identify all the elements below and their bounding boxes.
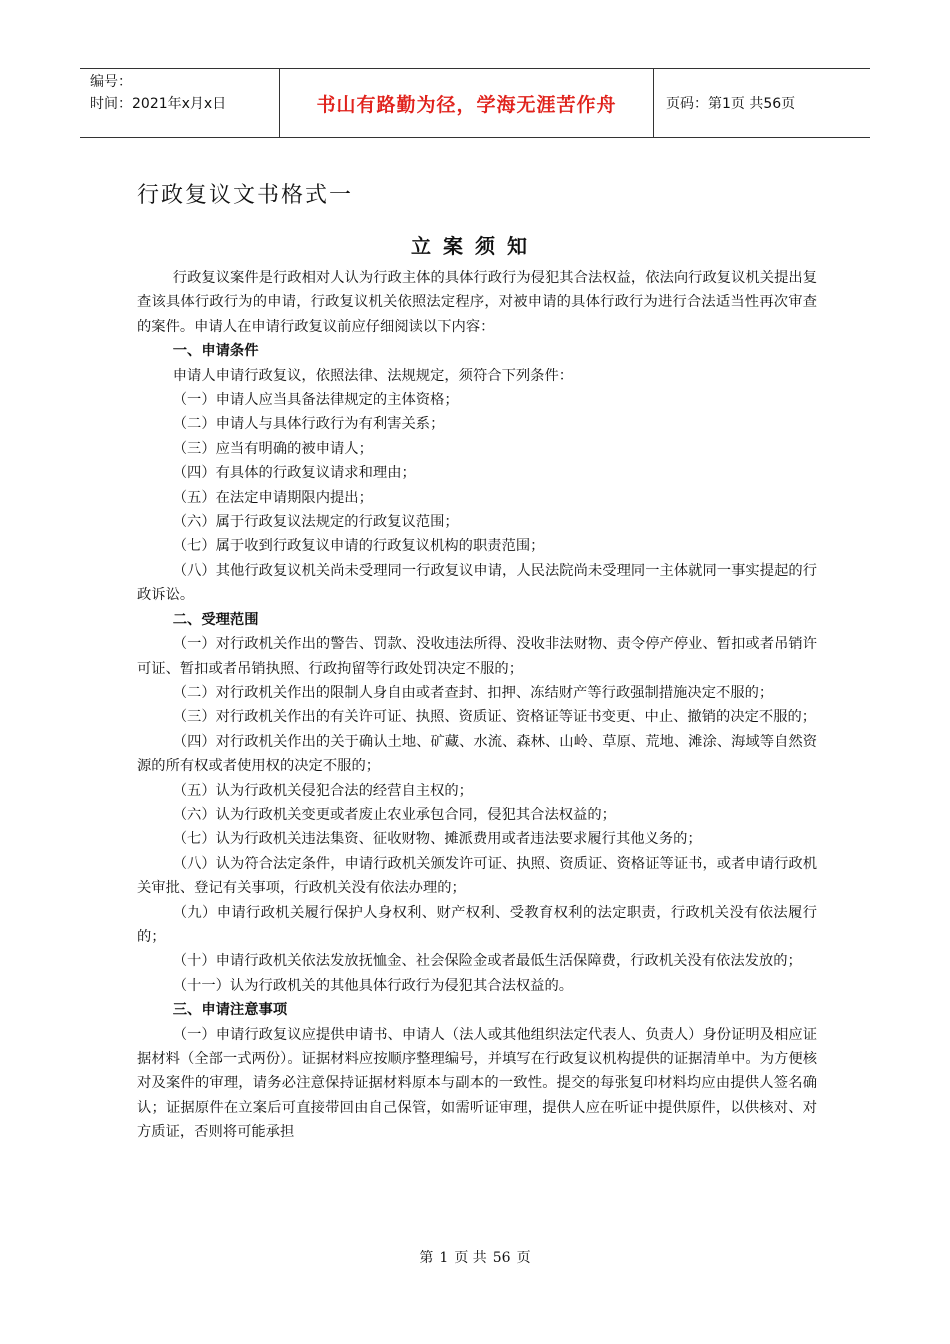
paragraph: （五）在法定申请期限内提出； bbox=[172, 489, 373, 506]
footer-page-number: 1 bbox=[439, 1250, 449, 1266]
paragraph: （七）属于收到行政复议申请的行政复议机构的职责范围； bbox=[172, 538, 545, 555]
header-motto-cell bbox=[280, 69, 654, 137]
footer-suffix: 页 bbox=[516, 1250, 531, 1266]
motto-text: 书山有路勤为径，学海无涯苦作舟 bbox=[316, 93, 617, 116]
section-heading: 一、申请条件 bbox=[172, 343, 259, 360]
section-heading: 二、受理范围 bbox=[172, 611, 259, 628]
header-meta bbox=[80, 69, 280, 137]
number-label: 编号： bbox=[90, 74, 132, 90]
paragraph: 行政复议案件是行政相对人认为行政主体的具体行政行为侵犯其合法权益，依法向行政复议机关提出复查该具体行政行为的申请，行政复议机关依照法定程序，对被申请的具体行政行为进行合法适当性再次审查的案件。申请人在申请行政复议前应仔细阅读以下内容： bbox=[137, 270, 817, 335]
paragraph: （一）对行政机关作出的警告、罚款、没收违法所得、没收非法财物、责令停产停业、暂扣或者吊销许可证、暂扣或者吊销执照、行政拘留等行政处罚决定不服的； bbox=[137, 636, 817, 677]
paragraph: 申请人申请行政复议，依照法律、法规规定，须符合下列条件： bbox=[172, 367, 574, 384]
page-info: 页码：第1页 共56页 bbox=[666, 96, 796, 112]
paragraph: （三）对行政机关作出的有关许可证、执照、资质证、资格证等证书变更、中止、撤销的决定不服的； bbox=[172, 709, 817, 726]
footer-mid: 页 共 bbox=[454, 1250, 487, 1266]
document-header bbox=[80, 68, 870, 138]
paragraph: （一）申请行政复议应提供申请书、申请人（法人或其他组织法定代表人、负责人）身份证明及相应证据材料（全部一式两份）。证据材料应按顺序整理编号，并填写在行政复议机构提供的证据清单中。为方便核对及案件的审理，请务必注意保持证据材料原本与副本的一致性。提交的每张复印材料均应由提供人签名确认；证据原件在立案后可直接带回由自己保管，如需听证审理，提供人应在听证中提供原件，以供核对、对方质证，否则将可能承担 bbox=[137, 1026, 817, 1141]
paragraph: （二）对行政机关作出的限制人身自由或者查封、扣押、冻结财产等行政强制措施决定不服的； bbox=[172, 684, 774, 701]
paragraph: （四）对行政机关作出的关于确认土地、矿藏、水流、森林、山岭、草原、荒地、滩涂、海域等自然资源的所有权或者使用权的决定不服的； bbox=[137, 733, 817, 775]
paragraph: （四）有具体的行政复议请求和理由； bbox=[172, 465, 416, 482]
paragraph: （十一）认为行政机关的其他具体行政行为侵犯其合法权益的。 bbox=[172, 977, 574, 994]
footer-total-pages: 56 bbox=[492, 1250, 511, 1266]
date-label: 时间：2021年x月x日 bbox=[90, 96, 227, 112]
document-title: 立案须知 bbox=[411, 234, 539, 258]
paragraph: （十）申请行政机关依法发放抚恤金、社会保险金或者最低生活保障费，行政机关没有依法发放的； bbox=[172, 953, 802, 970]
paragraph: （九）申请行政机关履行保护人身权利、财产权利、受教育权利的法定职责，行政机关没有依法履行的； bbox=[137, 904, 817, 945]
paragraph: （六）属于行政复议法规定的行政复议范围； bbox=[172, 514, 459, 531]
section-heading: 三、申请注意事项 bbox=[172, 1002, 288, 1019]
page-footer bbox=[0, 1247, 950, 1267]
paragraph: （七）认为行政机关违法集资、征收财物、摊派费用或者违法要求履行其他义务的； bbox=[172, 831, 702, 848]
footer-prefix: 第 bbox=[419, 1250, 434, 1266]
paragraph: （三）应当有明确的被申请人； bbox=[172, 440, 373, 457]
paragraph: （二）申请人与具体行政行为有利害关系； bbox=[172, 416, 445, 433]
paragraph: （八）其他行政复议机关尚未受理同一行政复议申请，人民法院尚未受理同一主体就同一事实提起的行政诉讼。 bbox=[137, 562, 817, 604]
paragraph: （六）认为行政机关变更或者废止农业承包合同，侵犯其合法权益的； bbox=[172, 806, 616, 823]
paragraph: （一）申请人应当具备法律规定的主体资格； bbox=[172, 392, 459, 409]
document-heading: 行政复议文书格式一 bbox=[137, 183, 354, 208]
document-body bbox=[137, 266, 817, 1145]
paragraph: （八）认为符合法定条件，申请行政机关颁发许可证、执照、资质证、资格证等证书，或者申请行政机关审批、登记有关事项，行政机关没有依法办理的； bbox=[137, 855, 817, 897]
paragraph: （五）认为行政机关侵犯合法的经营自主权的； bbox=[172, 782, 473, 799]
